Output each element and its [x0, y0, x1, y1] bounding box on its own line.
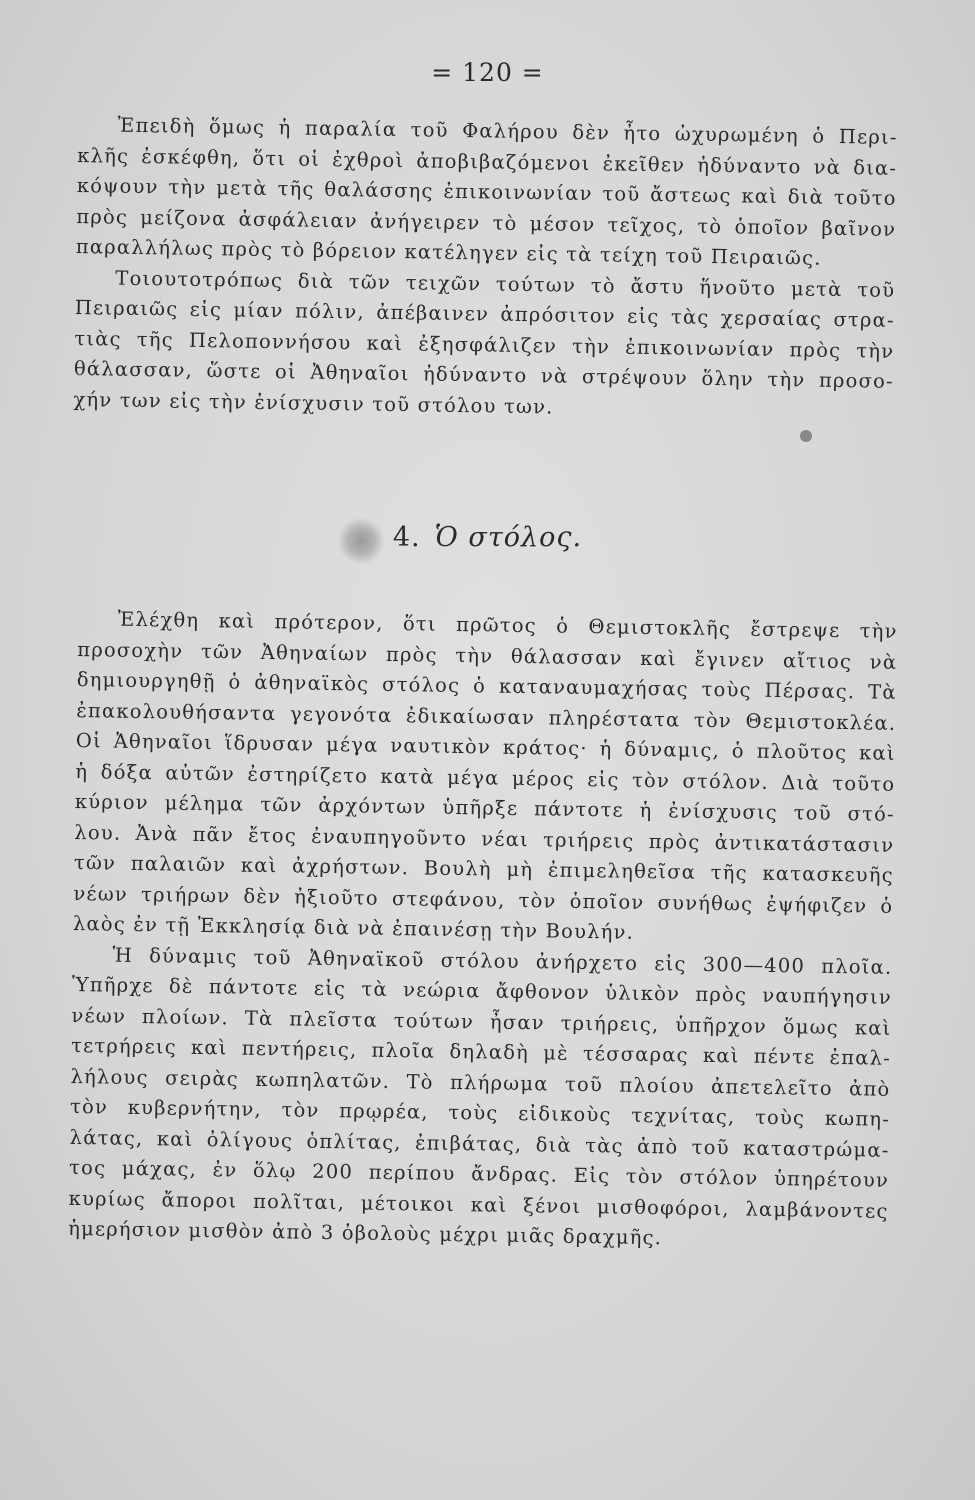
text-line: κυρίως ἄποροι πολῖται, μέτοικοι καὶ ξένοι μισθοφόροι, λαμβάνοντες — [68, 1186, 889, 1223]
paragraph-themistocles — [73, 604, 898, 952]
section-heading — [0, 522, 975, 553]
text-line: Τοιουτοτρόπως διὰ τῶν τειχῶν τούτων τὸ ἄστυ ἥνοῦτο μετὰ τοῦ — [115, 266, 896, 302]
text-block-fleet — [68, 604, 898, 1257]
paragraph-long-walls — [76, 110, 898, 275]
text-line: κόψουν τὴν μετὰ τῆς θαλάσσης ἐπικοινωνίαν τοῦ ἄστεως καὶ διὰ τοῦτο — [76, 173, 897, 210]
text-line: Ὑπῆρχε δὲ πάντοτε εἰς τὰ νεώρια ἄφθονον ὑλικὸν πρὸς ναυπήγησιν — [71, 972, 893, 1009]
text-line: λήλους σειρὰς κωπηλατῶν. Τὸ πλήρωμα τοῦ πλοίου ἀπετελεῖτο ἀπὸ — [70, 1064, 891, 1101]
ink-dot — [800, 430, 812, 442]
text-line: προσοχὴν τῶν Ἀθηναίων πρὸς τὴν θάλασσαν καὶ ἔγινεν αἴτιος νὰ — [77, 637, 898, 674]
text-block-walls — [73, 110, 898, 428]
text-line: τος μάχας, ἐν ὅλῳ 200 περίπου ἄνδρας. Εἰς τὸν στόλον ὑπηρέτουν — [68, 1155, 890, 1192]
text-line: Ἐλέχθη καὶ πρότερον, ὅτι πρῶτος ὁ Θεμιστοκλῆς ἔστρεψε τὴν — [117, 607, 898, 643]
text-line: λου. Ἀνὰ πᾶν ἔτος ἐναυπηγοῦντο νέαι τριήρεις πρὸς ἀντικατάστασιν — [74, 820, 895, 857]
section-number: 4. — [392, 522, 421, 553]
text-line: ἡμερήσιον μισθὸν ἀπὸ 3 ὀβολοὺς μέχρι μιᾶς δραχμῆς. — [68, 1216, 663, 1250]
text-line: κύριον μέλημα τῶν ἀρχόντων ὑπῆρξε πάντοτε ἡ ἐνίσχυσις τοῦ στό- — [74, 789, 895, 826]
page-number: = 120 = — [431, 58, 544, 87]
text-line: τῶν παλαιῶν καὶ ἀχρήστων. Βουλὴ μὴ ἐπιμεληθεῖσα τῆς κατασκευῆς — [73, 850, 895, 887]
text-line: Οἱ Ἀθηναῖοι ἵδρυσαν μέγα ναυτικὸν κράτος· ἡ δύναμις, ὁ πλοῦτος καὶ — [75, 728, 896, 765]
text-line: νέων πλοίων. Τὰ πλεῖστα τούτων ἦσαν τριήρεις, ὑπῆρχον ὅμως καὶ — [71, 1003, 892, 1040]
paragraph-fleet-strength — [68, 939, 893, 1257]
text-line: τετρήρεις καὶ πεντήρεις, πλοῖα δηλαδὴ μὲ τέσσαρας καὶ πέντε ἐπαλ- — [70, 1033, 892, 1070]
section-title: Ὁ στόλος. — [434, 522, 583, 553]
text-line: χήν των εἰς τὴν ἐνίσχυσιν τοῦ στόλου των. — [73, 387, 554, 419]
paragraph-city-union — [73, 262, 895, 427]
text-line: τὸν κυβερνήτην, τὸν πρῳρέα, τοὺς εἰδικοὺς τεχνίτας, τοὺς κωπη- — [69, 1094, 891, 1131]
text-line: Ἐπειδὴ ὅμως ἡ παραλία τοῦ Φαλήρου δὲν ἦτο ὠχυρωμένη ὁ Περι- — [117, 113, 898, 149]
text-line: λαὸς ἐν τῇ Ἐκκλησίᾳ διὰ νὰ ἐπαινέσῃ τὴν Βουλήν. — [72, 911, 635, 944]
text-line: πρὸς μείζονα ἀσφάλειαν ἀνήγειρεν τὸ μέσον τεῖχος, τὸ ὁποῖον βαῖνον — [76, 204, 897, 241]
text-line: ἐπακολουθήσαντα γεγονότα ἐδικαίωσαν πληρέστατα τὸν Θεμιστοκλέα. — [76, 698, 897, 735]
text-line: κλῆς ἐσκέφθη, ὅτι οἱ ἐχθροὶ ἀποβιβαζόμενοι ἐκεῖθεν ἠδύναντο νὰ δια- — [77, 143, 898, 180]
text-line: τιὰς τῆς Πελοποννήσου καὶ ἐξησφάλιζεν τὴν ἐπικοινωνίαν πρὸς τὴν — [74, 326, 895, 363]
text-line: ἡ δόξα αὐτῶν ἐστηρίζετο κατὰ μέγα μέρος εἰς τὸν στόλον. Διὰ τοῦτο — [75, 759, 896, 796]
text-line: Ἡ δύναμις τοῦ Ἀθηναϊκοῦ στόλου ἀνήρχετο εἰς 300—400 πλοῖα. — [112, 943, 893, 979]
text-line: θάλασσαν, ὥστε οἱ Ἀθηναῖοι ἠδύναντο νὰ στρέψουν ὅλην τὴν προσο- — [73, 356, 895, 393]
text-line: λάτας, καὶ ὀλίγους ὁπλίτας, ἐπιβάτας, διὰ τὰς ἀπὸ τοῦ καταστρώμα- — [69, 1125, 890, 1162]
text-line: παραλλήλως πρὸς τὸ βόρειον κατέληγεν εἰς τὰ τείχη τοῦ Πειραιῶς. — [75, 234, 822, 270]
text-line: νέων τριήρων δὲν ἠξιοῦτο στεφάνου, τὸν ὁποῖον συνήθως ἐψήφιζεν ὁ — [73, 881, 894, 918]
text-line: δημιουργηθῇ ὁ ἀθηναϊκὸς στόλος ὁ καταναυμαχήσας τοὺς Πέρσας. Τὰ — [76, 667, 897, 704]
text-line: Πειραιῶς εἰς μίαν πόλιν, ἀπέβαινεν ἀπρόσιτον εἰς τὰς χερσαίας στρα- — [74, 295, 895, 332]
